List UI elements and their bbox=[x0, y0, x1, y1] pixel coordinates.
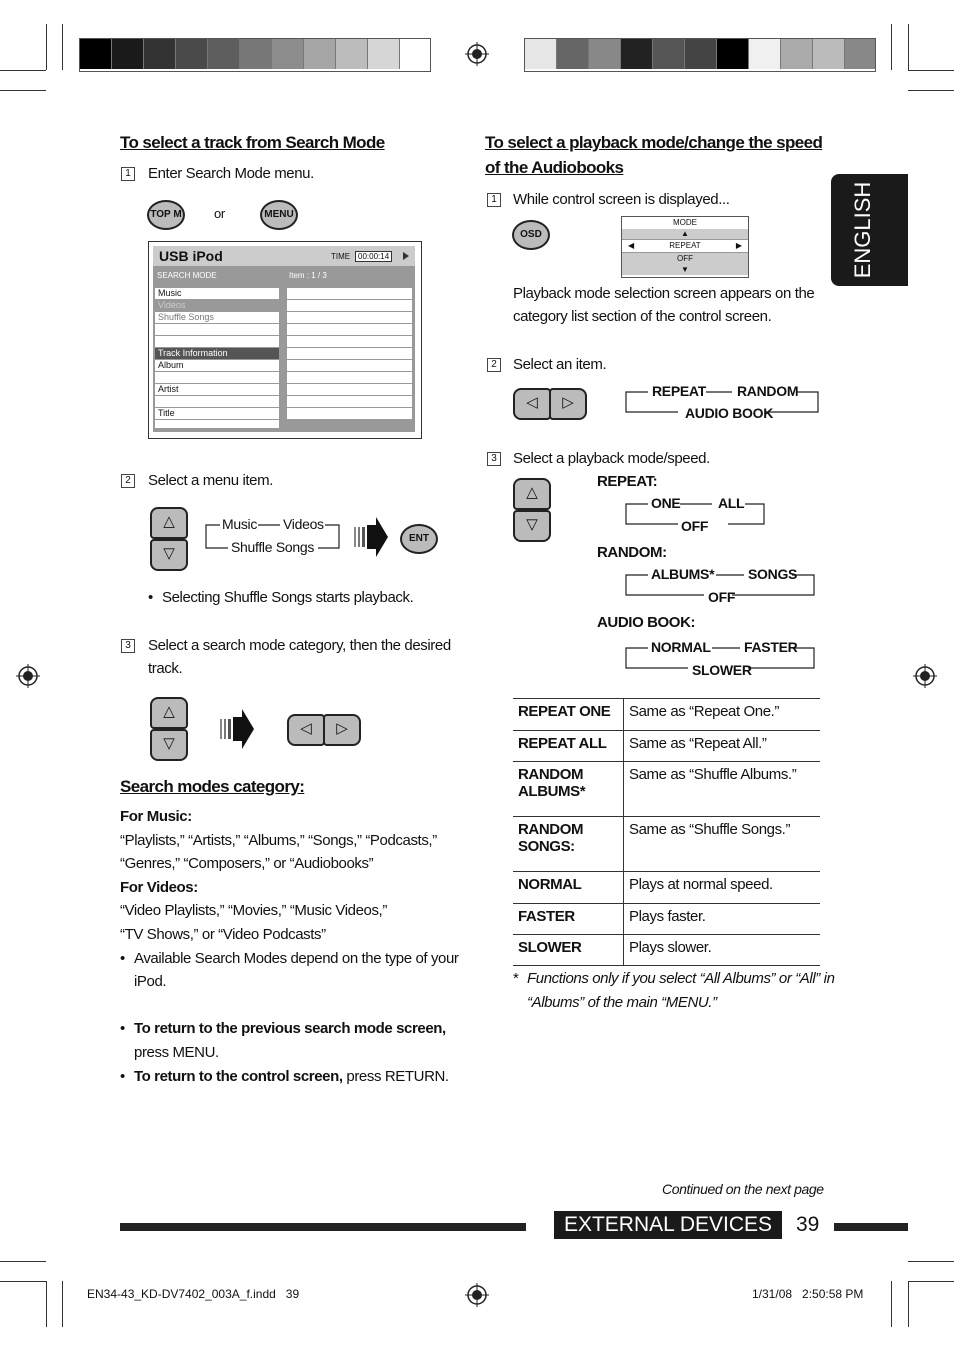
flow-random: RANDOM bbox=[737, 383, 799, 399]
table-value: Same as “Repeat One.” bbox=[624, 699, 821, 731]
right-heading-line1: To select a playback mode/change the speed bbox=[485, 133, 823, 152]
menu-blank bbox=[155, 324, 279, 335]
step1-text: Enter Search Mode menu. bbox=[148, 165, 314, 182]
flow-faster: FASTER bbox=[744, 639, 798, 655]
info-artist: Artist bbox=[155, 384, 279, 395]
flow-songs: SONGS bbox=[748, 566, 798, 582]
down-button[interactable]: ▽ bbox=[150, 539, 188, 571]
down-button[interactable]: ▽ bbox=[150, 729, 188, 761]
audiobook-label: AUDIO BOOK: bbox=[597, 614, 696, 631]
search-modes-heading: Search modes category: bbox=[120, 777, 305, 796]
return-prev-bold: To return to the previous search mode screen, bbox=[134, 1020, 446, 1037]
repeat-label-text: REPEAT bbox=[597, 473, 653, 490]
flow-all: ALL bbox=[718, 495, 745, 511]
mode-item-row[interactable] bbox=[622, 239, 748, 253]
return-ctrl-rest: press RETURN. bbox=[342, 1068, 449, 1085]
right-row bbox=[287, 336, 412, 347]
table-row bbox=[513, 872, 820, 904]
table-key: REPEAT ONE bbox=[513, 699, 624, 731]
arrow-right-icon bbox=[354, 517, 388, 557]
music-line2: “Genres,” “Composers,” or “Audiobooks” bbox=[120, 855, 374, 872]
footer-bar-right bbox=[834, 1223, 908, 1231]
info-title: Title bbox=[155, 408, 279, 419]
table-value: Same as “Shuffle Songs.” bbox=[624, 817, 821, 872]
right-row bbox=[287, 408, 412, 419]
right-step1-text: While control screen is displayed... bbox=[513, 191, 730, 208]
menu-blank bbox=[155, 420, 279, 428]
page-number: 39 bbox=[796, 1213, 820, 1236]
step3-line2: track. bbox=[148, 660, 183, 677]
table-row bbox=[513, 731, 820, 762]
bullet-dot: • bbox=[120, 1068, 125, 1085]
avail-line2: iPod. bbox=[134, 973, 167, 990]
step-number: 1 bbox=[121, 167, 135, 181]
return-ctrl-bold: To return to the control screen, bbox=[134, 1068, 343, 1085]
or-text: or bbox=[214, 206, 225, 221]
registration-target-icon bbox=[913, 664, 937, 688]
flow-videos: Videos bbox=[283, 516, 324, 532]
right-row bbox=[287, 288, 412, 299]
step3-line1: Select a search mode category, then the desired bbox=[148, 637, 451, 654]
search-mode-label: SEARCH MODE bbox=[157, 271, 217, 280]
down-button[interactable]: ▽ bbox=[513, 510, 551, 542]
mode-table bbox=[513, 698, 820, 966]
up-button[interactable]: △ bbox=[513, 478, 551, 510]
mode-value: OFF bbox=[622, 253, 748, 265]
left-button[interactable]: ◁ bbox=[513, 388, 551, 420]
table-key: NORMAL bbox=[513, 872, 624, 904]
ent-label: ENT bbox=[409, 533, 429, 544]
screen-title: USB iPod bbox=[159, 248, 223, 264]
right-button[interactable]: ▷ bbox=[549, 388, 587, 420]
menu-item-videos[interactable]: Videos bbox=[155, 300, 279, 311]
menu-item-music[interactable]: Music bbox=[155, 288, 279, 299]
random-label-text: RANDOM bbox=[597, 544, 663, 561]
table-row bbox=[513, 935, 820, 966]
mode-down-row: ▼ bbox=[622, 265, 748, 275]
mode-screen bbox=[621, 216, 749, 278]
right-row bbox=[287, 384, 412, 395]
registration-target-icon bbox=[16, 664, 40, 688]
top-menu-label: TOP M bbox=[150, 209, 182, 220]
time-label: TIME bbox=[331, 252, 351, 261]
return-prev-rest: press MENU. bbox=[134, 1044, 219, 1061]
table-key: FASTER bbox=[513, 904, 624, 935]
color-bar-right bbox=[524, 38, 876, 72]
osd-button[interactable] bbox=[512, 220, 550, 250]
step-number: 2 bbox=[487, 358, 501, 372]
right-row bbox=[287, 312, 412, 323]
mode-right-arrow-icon: ▶ bbox=[735, 241, 742, 250]
right-row bbox=[287, 372, 412, 383]
menu-blank bbox=[155, 372, 279, 383]
file-info: EN34-43_KD-DV7402_003A_f.indd 39 bbox=[87, 1287, 300, 1301]
table-value: Plays faster. bbox=[624, 904, 821, 935]
right-step3-text: Select a playback mode/speed. bbox=[513, 450, 710, 467]
left-heading: To select a track from Search Mode bbox=[120, 133, 385, 152]
table-value: Same as “Shuffle Albums.” bbox=[624, 762, 821, 817]
table-key: RANDOM ALBUMS* bbox=[513, 762, 624, 817]
footer-bar-left bbox=[120, 1223, 526, 1231]
info-album: Album bbox=[155, 360, 279, 371]
flow-slower: SLOWER bbox=[692, 662, 752, 678]
mode-item-text: REPEAT bbox=[669, 241, 701, 250]
table-value: Same as “Repeat All.” bbox=[624, 731, 821, 762]
table-row bbox=[513, 699, 820, 731]
date-info: 1/31/08 2:50:58 PM bbox=[752, 1287, 864, 1301]
step-number: 2 bbox=[121, 474, 135, 488]
arrow-right-icon bbox=[220, 709, 254, 749]
videos-line1: “Video Playlists,” “Movies,” “Music Videos,” bbox=[120, 902, 387, 919]
footnote-star: * bbox=[513, 970, 519, 987]
videos-line2: “TV Shows,” or “Video Podcasts” bbox=[120, 926, 326, 943]
bullet-dot: • bbox=[148, 589, 153, 606]
play-icon bbox=[403, 252, 409, 260]
continued-text: Continued on the next page bbox=[662, 1181, 824, 1197]
avail-line1: Available Search Modes depend on the type of your bbox=[134, 950, 459, 967]
right-row bbox=[287, 300, 412, 311]
up-button[interactable]: △ bbox=[150, 507, 188, 539]
track-info-header: Track Information bbox=[155, 348, 279, 359]
footnote-line1: Functions only if you select “All Albums” or “All” in bbox=[527, 970, 835, 987]
ent-button[interactable] bbox=[400, 524, 438, 554]
flow-repeat: REPEAT bbox=[652, 383, 706, 399]
table-value: Plays slower. bbox=[624, 935, 821, 966]
right-row bbox=[287, 396, 412, 407]
flow-shuffle: Shuffle Songs bbox=[231, 539, 315, 555]
bullet-dot: • bbox=[120, 950, 125, 967]
left-button[interactable]: ◁ bbox=[287, 714, 325, 746]
top-menu-button[interactable] bbox=[147, 200, 185, 230]
table-key: RANDOM SONGS: bbox=[513, 817, 624, 872]
table-row bbox=[513, 904, 820, 935]
table-value: Plays at normal speed. bbox=[624, 872, 821, 904]
step-number: 1 bbox=[487, 193, 501, 207]
osd-label: OSD bbox=[520, 229, 542, 240]
flow-normal: NORMAL bbox=[651, 639, 711, 655]
right-row bbox=[287, 360, 412, 371]
music-line1: “Playlists,” “Artists,” “Albums,” “Songs,” “Podcasts,” bbox=[120, 832, 437, 849]
right-row bbox=[287, 348, 412, 359]
flow-music: Music bbox=[222, 516, 258, 532]
menu-item-shuffle[interactable]: Shuffle Songs bbox=[155, 312, 279, 323]
for-music-label: For Music: bbox=[120, 808, 192, 825]
menu-blank bbox=[155, 336, 279, 347]
grayscale-bar-left bbox=[79, 38, 431, 72]
return-ctrl-line bbox=[134, 1068, 449, 1085]
menu-label: MENU bbox=[264, 209, 294, 220]
right-button[interactable]: ▷ bbox=[323, 714, 361, 746]
right-step2-text: Select an item. bbox=[513, 356, 607, 373]
mode-title: MODE bbox=[673, 218, 697, 227]
for-videos-label: For Videos: bbox=[120, 879, 198, 896]
menu-blank bbox=[155, 396, 279, 407]
mode-up-row: ▲ bbox=[622, 229, 748, 239]
table-key: REPEAT ALL bbox=[513, 731, 624, 762]
section-label: EXTERNAL DEVICES bbox=[563, 1213, 773, 1236]
step2-text: Select a menu item. bbox=[148, 472, 273, 489]
flow-random-off: OFF bbox=[708, 589, 736, 605]
ipod-search-screen bbox=[148, 241, 422, 439]
item-count: Item : 1 / 3 bbox=[289, 271, 327, 280]
table-key: SLOWER bbox=[513, 935, 624, 966]
mode-left-arrow-icon: ◀ bbox=[628, 241, 635, 250]
flow-one: ONE bbox=[651, 495, 681, 511]
desc-line1: Playback mode selection screen appears on the bbox=[513, 285, 815, 302]
flow-albums: ALBUMS* bbox=[651, 566, 715, 582]
audiobook-label-text: AUDIO BOOK bbox=[597, 614, 691, 631]
desc-line2: category list section of the control screen. bbox=[513, 308, 772, 325]
flow-audiobook: AUDIO BOOK bbox=[685, 405, 774, 421]
language-tab-label: ENGLISH bbox=[850, 181, 875, 279]
right-row bbox=[287, 324, 412, 335]
registration-target-icon bbox=[465, 42, 489, 66]
registration-target-icon bbox=[465, 1283, 489, 1307]
right-heading-line2: of the Audiobooks bbox=[485, 158, 624, 177]
bullet-dot: • bbox=[120, 1020, 125, 1037]
footnote-line2: “Albums” of the main “MENU.” bbox=[527, 994, 717, 1011]
time-value: 00:00:14 bbox=[355, 251, 392, 262]
up-button[interactable]: △ bbox=[150, 697, 188, 729]
random-label: RANDOM: bbox=[597, 544, 667, 561]
repeat-label: REPEAT: bbox=[597, 473, 658, 490]
table-row bbox=[513, 762, 820, 817]
table-row bbox=[513, 817, 820, 872]
bullet-shuffle-text: Selecting Shuffle Songs starts playback. bbox=[162, 589, 414, 606]
menu-button[interactable] bbox=[260, 200, 298, 230]
step-number: 3 bbox=[487, 452, 501, 466]
step-number: 3 bbox=[121, 639, 135, 653]
flow-off: OFF bbox=[681, 518, 709, 534]
